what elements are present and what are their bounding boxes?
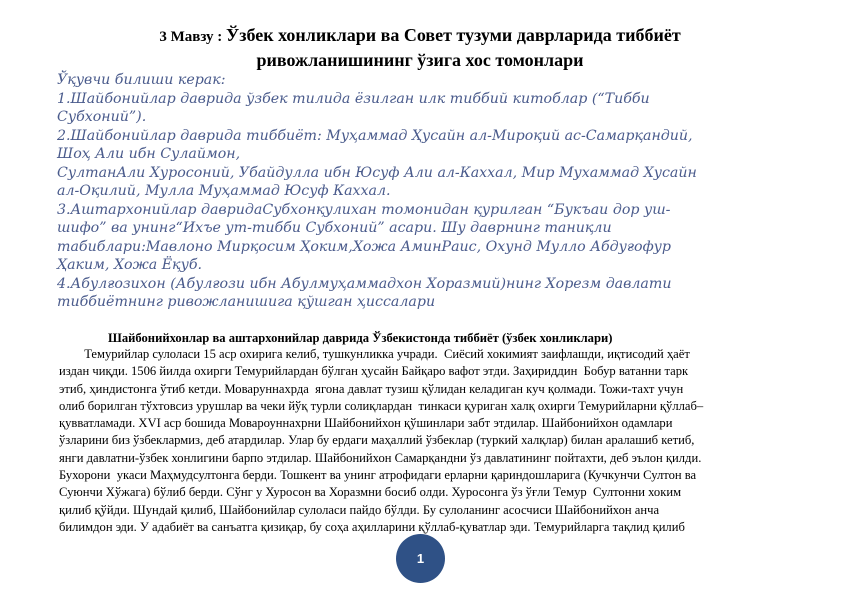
goals-line: 2.Шайбонийлар даврида тиббиёт: Муҳаммад Ҳусайн ал-Мироқий ас-Самарқандий, xyxy=(57,127,693,144)
page-number-badge: 1 xyxy=(396,534,445,583)
goals-line: СултанАли Хуросоний, Убайдулла ибн Юсуф Али ал-Каххал, Мир Мухаммад Хусайн xyxy=(57,164,697,181)
body-paragraph xyxy=(59,346,769,536)
body-line: Темурийлар сулоласи 15 аср охирига келиб, тушкунликка учради. Сиёсий хокимият заифлашди, иқтисодий ҳаёт xyxy=(59,347,690,361)
section-heading: Шайбонийхонлар ва аштархонийлар даврида Ўзбекистонда тиббиёт (ўзбек хонликлари) xyxy=(108,331,613,345)
body-line: қувватламади. XVI аср бошида Мовароуннахрни Шайбонийхон қўшинлари забт этдилар. Шайбонийхон одамлари xyxy=(59,416,673,431)
goals-line: 4.Абулғозихон (Абулғози ибн Абулмуҳаммадхон Хоразмий)нинг Хорезм давлати xyxy=(57,275,672,292)
goals-line: Субхоний”). xyxy=(57,109,147,125)
body-line: қилиб қўйди. Шундай қилиб, Шайбонийлар сулоласи пайдо бўлди. Бу сулоланинг асосчиси Шайбонийхон анча xyxy=(59,502,660,517)
goals-line: ал-Оқилий, Мулла Муҳаммад Юсуф Каххал. xyxy=(57,183,391,199)
body-line: этиб, ҳиндистонга ўтиб кетди. Моваруннахрда ягона давлат тузиш қўлидан келадиган куч қолмади. Тожи-тахт учун xyxy=(59,381,684,396)
learning-goals xyxy=(57,71,787,312)
body-line: янги давлатни-ўзбек хонлигини барпо этдилар. Шайбонийхон Самарқандни ўз давлатининг пойтахти, деб эълон қилди. xyxy=(59,450,702,465)
title-line-2: ривожланишининг ўзига хос томонлари xyxy=(256,50,584,70)
goals-line: Ўқувчи билиши керак: xyxy=(57,72,226,88)
body-line: Бухорони укаси Маҳмудсултонга берди. Тошкент ва унинг атрофидаги ерларни қариндошларига (Кучкунчи Султон ва xyxy=(59,468,697,483)
goals-line: 1.Шайбонийлар даврида ўзбек тилида ёзилган илк тиббий китоблар (“Тибби xyxy=(57,90,650,107)
topic-number: 3 Мавзу : xyxy=(159,29,227,45)
goals-line: тиббиётнинг ривожланишига қўшган ҳиссалари xyxy=(57,294,436,310)
goals-line: 3.Аштархонийлар давридаСубхонқулихан томонидан қурилган “Букъаи дор уш- xyxy=(57,201,671,218)
title-line-1 xyxy=(90,24,750,49)
body-line: олиб борилган тўхтовсиз урушлар ва чеки йўқ турли солиқлардан тинкаси қуриган халқ охирги Темурийларни қўллаб– xyxy=(59,398,704,413)
body-line: Суюнчи Хўжага) бўлиб берди. Сўнг у Хуросон ва Хоразмни босиб олди. Хуросонга ўз ўғли Темур Султонни хоким xyxy=(59,485,682,500)
title-text-1: Ўзбек хонликлари ва Совет тузуми даврларида тиббиёт xyxy=(226,25,681,45)
goals-line: шифо” ва унинг“Ихъе ут-тибби Субхоний” асари. Шу даврнинг таниқли xyxy=(57,220,612,236)
body-line: издан чиқди. 1506 йилда охирги Темурийлардан бўлган ҳусайн Байқаро вафот этди. Заҳириддин Бобур ватанни тарк xyxy=(59,364,689,379)
goals-line: Ҳаким, Хожа Ёқуб. xyxy=(57,257,203,273)
goals-line: табиблари:Мавлоно Мирқосим Ҳоким,Хожа АминРаис, Охунд Мулло Абдуғофур xyxy=(57,238,671,255)
body-line: билимдон эди. У адабиёт ва санъатга қизиқар, бу соҳа аҳилларини қўллаб-қуватлар эди. Темурийларга тақлид қилиб xyxy=(59,519,685,534)
body-line: ўзларини биз ўзбеклармиз, деб атардилар. Улар бу ердаги маҳаллий ўзбеклар (туркий халқлар) билан аралашиб кетиб, xyxy=(59,433,695,448)
goals-line: Шоҳ Али ибн Сулаймон, xyxy=(57,146,241,162)
document-title xyxy=(90,24,750,72)
